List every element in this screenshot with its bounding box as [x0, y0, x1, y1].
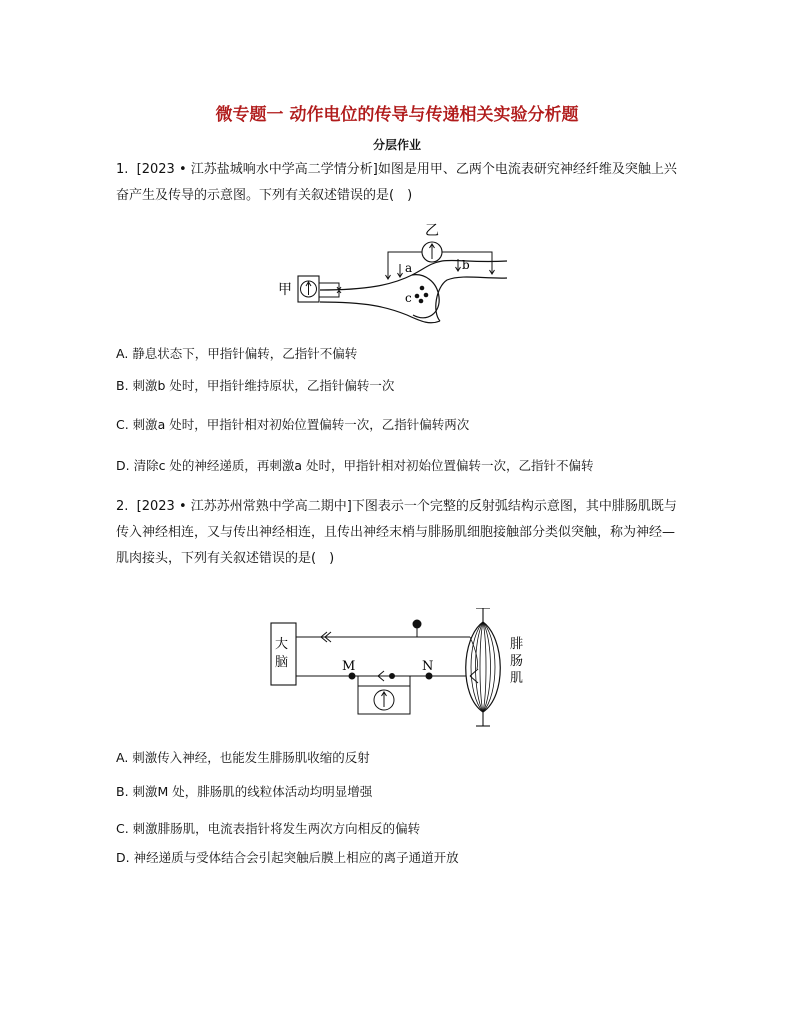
muscle-label-char-2: 肠 [510, 654, 524, 669]
question-2-stem: 下图表示一个完整的反射弧结构示意图，其中腓肠肌既与传入神经相连，又与传出神经相连，且传出神经末梢与腓肠肌细胞接触部分类似突触，称为神经—肌肉接头，下列有关叙述错误的是( ) [116, 499, 677, 566]
brain-label-char-1: 大 [275, 637, 289, 652]
question-2-number: 2. [116, 499, 129, 514]
question-1-option-a[interactable]: A. 静息状态下，甲指针偏转，乙指针不偏转 [116, 346, 358, 361]
upper-ganglion [413, 620, 422, 629]
label-a: a [405, 261, 413, 275]
vesicle [420, 286, 425, 291]
question-1-figure [272, 217, 512, 327]
question-2-source: [2023 • 江苏苏州常熟中学高二期中] [136, 499, 352, 514]
label-c: c [405, 291, 412, 305]
question-1-option-d[interactable]: D. 清除c 处的神经递质，再刺激a 处时，甲指针相对初始位置偏转一次，乙指针不偏转 [116, 458, 594, 473]
question-2-option-a[interactable]: A. 刺激传入神经，也能发生腓肠肌收缩的反射 [116, 750, 370, 765]
question-2-option-d[interactable]: D. 神经递质与受体结合会引起突触后膜上相应的离子通道开放 [116, 850, 459, 865]
brain-label-char-2: 脑 [275, 655, 289, 670]
meter-yi-label: 乙 [425, 223, 439, 239]
vesicle [424, 293, 429, 298]
question-1-text [116, 157, 686, 209]
label-b: b [462, 258, 470, 272]
label-n: N [422, 659, 434, 674]
question-1-number: 1. [116, 162, 129, 177]
nerve-fiber-lower [320, 302, 440, 323]
question-2-text [116, 494, 686, 572]
brain-box [271, 623, 296, 685]
stimulus-a-arrow-icon [398, 264, 403, 277]
question-1-source: [2023 • 江苏盐城响水中学高二学情分析] [136, 162, 378, 177]
label-m: M [342, 659, 356, 674]
vesicle [419, 299, 424, 304]
meter-jia-label: 甲 [278, 282, 292, 298]
postsynaptic-membrane [436, 277, 507, 321]
question-2-option-b[interactable]: B. 刺激M 处，腓肠肌的线粒体活动均明显增强 [116, 784, 373, 799]
question-1-option-c[interactable]: C. 刺激a 处时，甲指针相对初始位置偏转一次，乙指针偏转两次 [116, 417, 470, 432]
question-2-option-c[interactable]: C. 刺激腓肠肌，电流表指针将发生两次方向相反的偏转 [116, 821, 421, 836]
page-title: 微专题一 动作电位的传导与传递相关实验分析题 [215, 105, 579, 125]
question-2-figure [265, 608, 545, 730]
vesicle [415, 294, 420, 299]
question-1-stem: 如图是用甲、乙两个电流表研究神经纤维及突触上兴奋产生及传导的示意图。下列有关叙述错误的是( ) [116, 162, 677, 203]
question-1-option-b[interactable]: B. 刺激b 处时，甲指针维持原状，乙指针偏转一次 [116, 378, 395, 393]
lower-synapse-dot [389, 673, 395, 679]
muscle-label-char-3: 肌 [510, 671, 524, 686]
page-subtitle: 分层作业 [372, 138, 421, 152]
muscle-label-char-1: 腓 [510, 637, 524, 652]
